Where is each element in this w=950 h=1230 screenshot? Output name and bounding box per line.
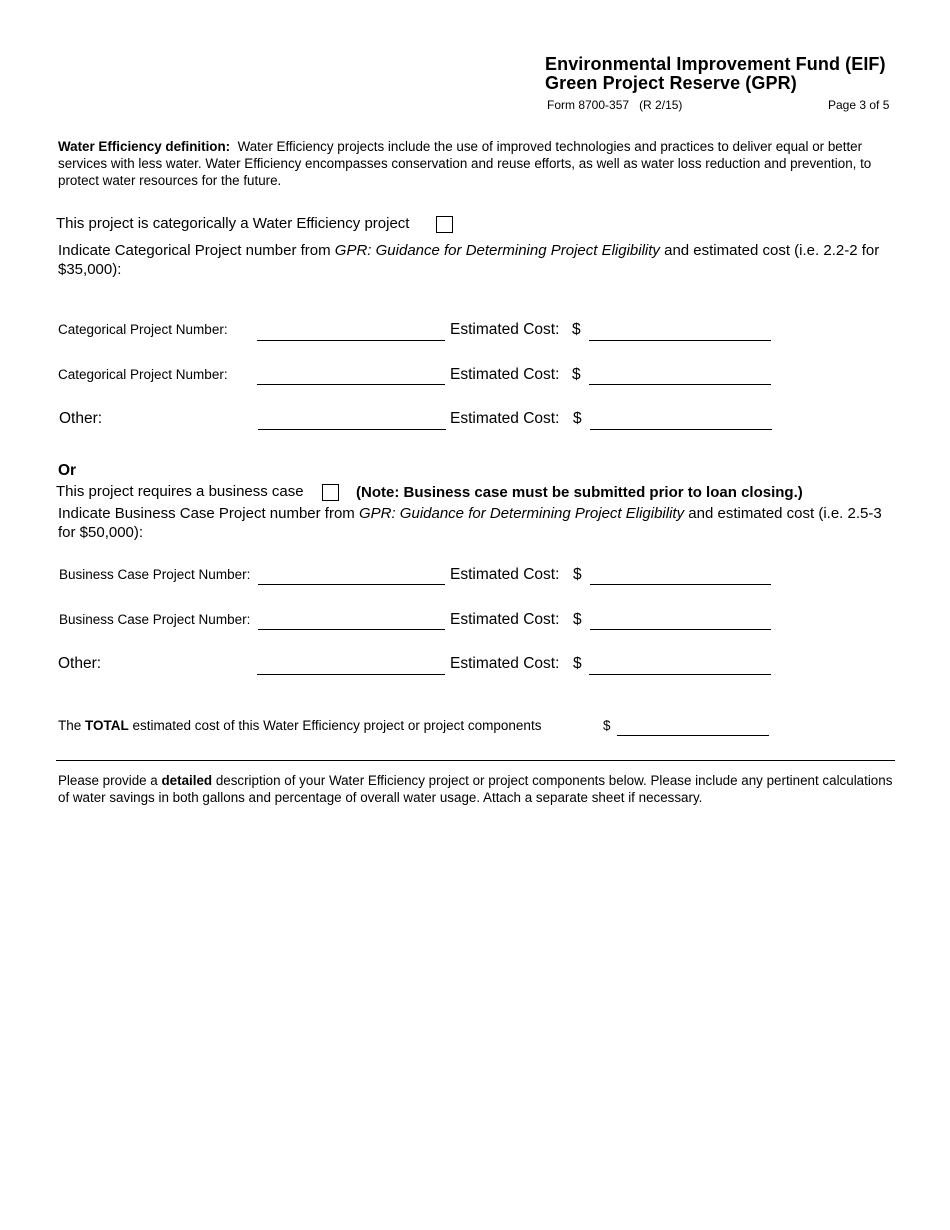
categorical-row-3-currency: $ — [573, 410, 582, 427]
categorical-row-3-number-field[interactable] — [258, 429, 446, 430]
description-bold: detailed — [161, 773, 213, 788]
business-row-2-cost-field[interactable] — [590, 629, 771, 630]
business-instr-guidance: GPR: Guidance for Determining Project Eligibility — [358, 505, 685, 522]
description-post: description of your Water Efficiency project or project components below. Please include any pertinent calculations of water savings in both gallons and percentage of overall water usage. Attach a separate sheet if necessary. — [58, 773, 893, 805]
or-label: Or — [58, 462, 77, 479]
categorical-instr-pre: Indicate Categorical Project number from — [58, 242, 335, 259]
total-cost-field[interactable] — [617, 735, 769, 736]
business-note: (Note: Business case must be submitted prior to loan closing.) — [356, 484, 803, 501]
section-divider — [56, 760, 895, 761]
categorical-row-2-currency: $ — [572, 366, 581, 383]
categorical-row-1-cost-label: Estimated Cost: — [450, 321, 560, 338]
title-line-2: Green Project Reserve (GPR) — [545, 73, 797, 93]
categorical-row-2-label: Categorical Project Number: — [58, 367, 228, 382]
categorical-row-2-number-field[interactable] — [257, 384, 445, 385]
total-pre: The — [58, 718, 86, 733]
definition-text: Water Efficiency projects include the use of improved technologies and practices to deliver equal or better services with less water. Water Efficiency encompasses conservation and reuse efforts, as well as water loss reduction and prevention, to protect water resources for the future. — [58, 139, 872, 188]
description-pre: Please provide a — [58, 773, 162, 788]
form-revision: (R 2/15) — [639, 98, 683, 112]
categorical-row-2-cost-field[interactable] — [589, 384, 771, 385]
business-row-3-label: Other: — [58, 655, 102, 672]
total-post: estimated cost of this Water Efficiency project or project components — [128, 718, 542, 733]
categorical-instructions — [58, 241, 898, 279]
form-title — [545, 55, 886, 93]
business-row-1-cost-label: Estimated Cost: — [450, 566, 560, 583]
business-row-3-number-field[interactable] — [257, 674, 445, 675]
form-number-text: Form 8700-357 — [547, 98, 630, 112]
business-checkbox[interactable] — [322, 484, 339, 501]
business-row-3-cost-label: Estimated Cost: — [450, 655, 560, 672]
page-number: Page 3 of 5 — [828, 98, 890, 112]
categorical-row-2-cost-label: Estimated Cost: — [450, 366, 560, 383]
business-row-1-number-field[interactable] — [258, 584, 445, 585]
categorical-row-3-cost-label: Estimated Cost: — [450, 410, 560, 427]
form-number — [547, 98, 682, 112]
business-row-2-number-field[interactable] — [258, 629, 445, 630]
description-instructions — [58, 772, 893, 806]
categorical-row-1-label: Categorical Project Number: — [58, 322, 228, 337]
business-instr-post: and estimated cost (i.e. 2.5-3 for $50,000): — [58, 505, 882, 541]
business-checkbox-label: This project requires a business case — [56, 483, 304, 500]
total-label — [58, 718, 541, 733]
business-row-2-label: Business Case Project Number: — [59, 612, 251, 627]
total-bold: TOTAL — [85, 718, 129, 733]
categorical-row-1-currency: $ — [572, 321, 581, 338]
business-instructions — [58, 504, 898, 542]
definition-paragraph — [58, 138, 893, 189]
business-instr-pre: Indicate Business Case Project number from — [58, 505, 359, 522]
total-currency: $ — [603, 718, 611, 733]
categorical-instr-post: and estimated cost (i.e. 2.2-2 for $35,000): — [58, 242, 880, 278]
business-row-2-currency: $ — [573, 611, 582, 628]
categorical-checkbox[interactable] — [436, 216, 453, 233]
description-entry-area[interactable] — [58, 812, 892, 1192]
business-row-1-cost-field[interactable] — [590, 584, 771, 585]
definition-label: Water Efficiency definition: — [58, 139, 231, 154]
business-row-2-cost-label: Estimated Cost: — [450, 611, 560, 628]
business-row-3-currency: $ — [573, 655, 582, 672]
categorical-row-1-number-field[interactable] — [257, 340, 445, 341]
categorical-row-3-cost-field[interactable] — [590, 429, 772, 430]
title-line-1: Environmental Improvement Fund (EIF) — [545, 54, 886, 74]
categorical-checkbox-label: This project is categorically a Water Efficiency project — [56, 215, 410, 232]
business-row-3-cost-field[interactable] — [589, 674, 771, 675]
business-row-1-currency: $ — [573, 566, 582, 583]
categorical-row-1-cost-field[interactable] — [589, 340, 771, 341]
categorical-instr-guidance: GPR: Guidance for Determining Project Eligibility — [334, 242, 660, 259]
categorical-row-3-label: Other: — [59, 410, 103, 427]
business-row-1-label: Business Case Project Number: — [59, 567, 251, 582]
